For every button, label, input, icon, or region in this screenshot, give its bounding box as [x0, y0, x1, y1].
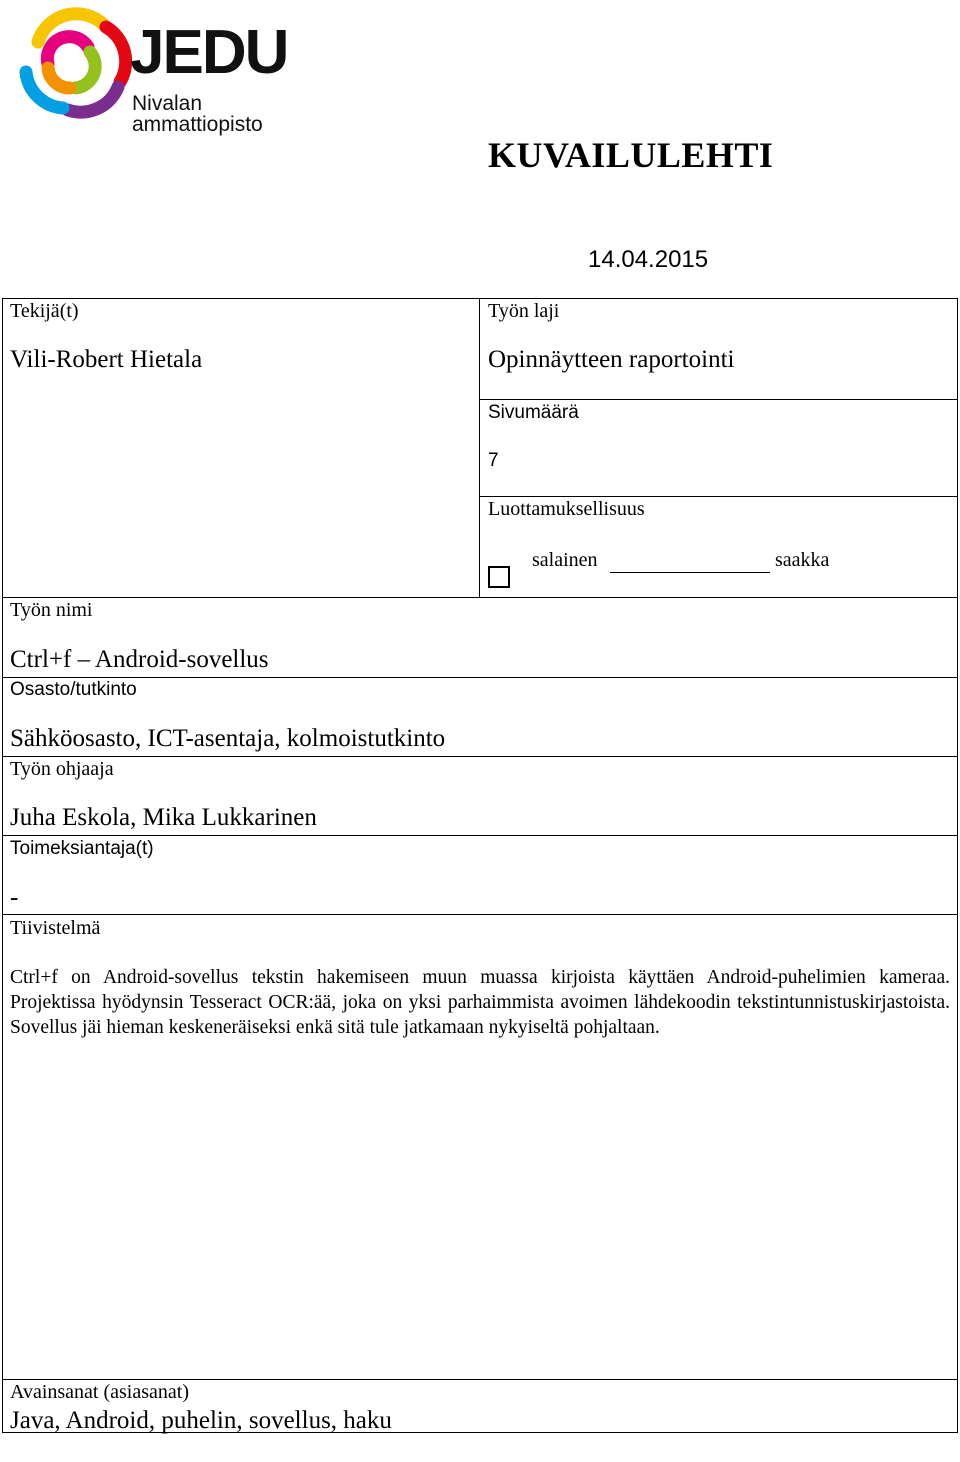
- work-name-label: Työn nimi: [10, 599, 93, 621]
- author-value: Vili-Robert Hietala: [10, 346, 203, 373]
- divider: [2, 835, 958, 836]
- form-top-border: [2, 298, 958, 299]
- secret-checkbox[interactable]: [488, 566, 510, 588]
- logo-line2: ammattiopisto: [132, 113, 263, 136]
- department-value: Sähköosasto, ICT-asentaja, kolmoistutkinto: [10, 725, 446, 752]
- abstract-text: Ctrl+f on Android-sovellus tekstin hakemiseen muun muassa kirjoista käyttäen Android-puhelimien kameraa. Projektissa hyödynsin Tesseract OCR:ää, joka on yksi parhaimmista avoimen lähdekoodin tekstintunnistuskirjastoista. Sovellus jäi hieman keskeneräiseksi enkä sitä tule jatkamaan nykyiseltä pohjaltaan.: [10, 967, 950, 1038]
- page-title: KUVAILULEHTI: [488, 135, 774, 175]
- commissioner-label: Toimeksiantaja(t): [10, 838, 154, 859]
- supervisor-value: Juha Eskola, Mika Lukkarinen: [10, 804, 317, 831]
- until-label: saakka: [775, 549, 830, 571]
- keywords-label: Avainsanat (asiasanat): [10, 1381, 189, 1403]
- form-left-border: [2, 298, 3, 1432]
- department-label: Osasto/tutkinto: [10, 679, 137, 700]
- commissioner-value: -: [10, 884, 19, 911]
- keywords-value: Java, Android, puhelin, sovellus, haku: [10, 1407, 392, 1434]
- document-date: 14.04.2015: [588, 246, 709, 273]
- supervisor-label: Työn ohjaaja: [10, 758, 114, 780]
- divider: [2, 756, 958, 757]
- divider: [479, 496, 958, 497]
- work-name-value: Ctrl+f – Android-sovellus: [10, 646, 269, 673]
- divider: [479, 399, 958, 400]
- secret-label: salainen: [532, 549, 598, 571]
- confidentiality-label: Luottamuksellisuus: [488, 498, 645, 520]
- form-right-border: [957, 298, 958, 1432]
- column-divider: [479, 298, 480, 598]
- divider: [2, 677, 958, 678]
- divider: [2, 597, 958, 598]
- divider: [2, 1379, 958, 1380]
- abstract-label: Tiivistelmä: [10, 917, 101, 939]
- pages-value: 7: [488, 450, 499, 471]
- divider: [2, 914, 958, 915]
- pages-label: Sivumäärä: [488, 402, 579, 423]
- work-type-value: Opinnäytteen raportointi: [488, 346, 735, 373]
- logo-name: JEDU: [130, 18, 288, 87]
- author-label: Tekijä(t): [10, 300, 79, 322]
- until-date-line: [610, 572, 770, 573]
- work-type-label: Työn laji: [488, 300, 560, 322]
- logo-line1: Nivalan: [132, 92, 203, 115]
